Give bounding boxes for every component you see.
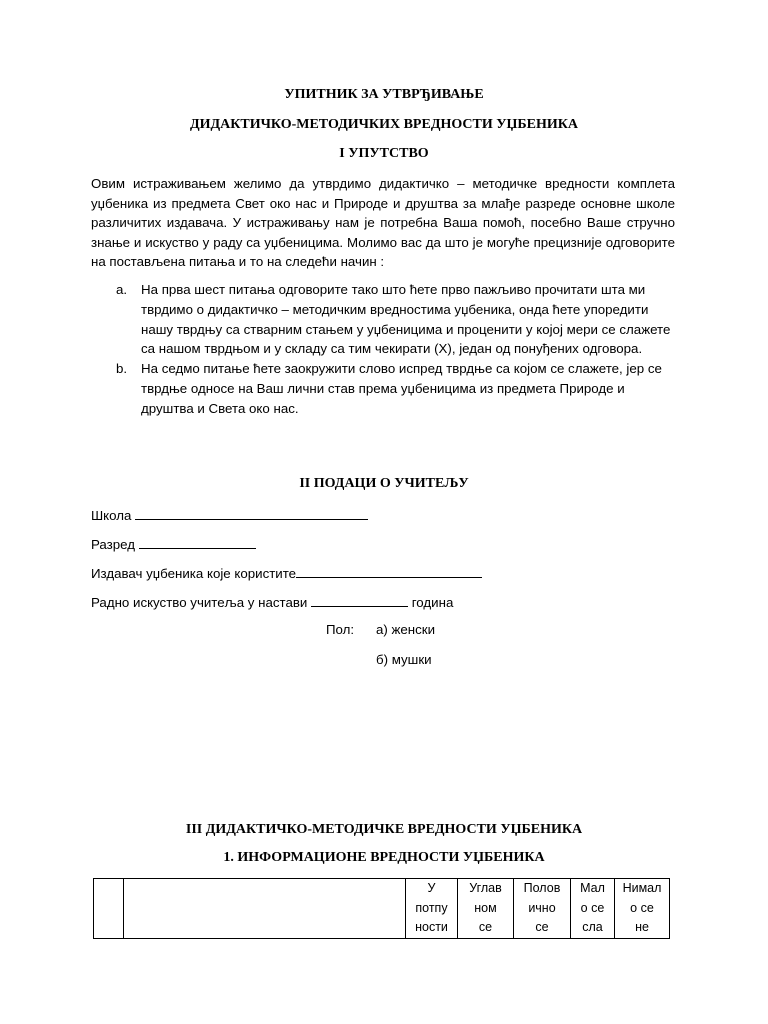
experience-field bbox=[91, 594, 453, 610]
gender-option-female[interactable]: а) женски bbox=[376, 622, 436, 637]
gender-option-male[interactable]: б) мушки bbox=[376, 652, 432, 667]
header-text-line: ично bbox=[528, 900, 556, 915]
school-label: Школа bbox=[91, 508, 132, 523]
school-field bbox=[91, 507, 368, 523]
instruction-item-b bbox=[116, 359, 676, 418]
header-text-line: ном bbox=[474, 900, 497, 915]
section-heading-teacher-data: II ПОДАЦИ О УЧИТЕЉУ bbox=[299, 476, 469, 491]
table-number-cell bbox=[94, 879, 124, 939]
list-marker: a. bbox=[116, 282, 128, 297]
experience-unit: година bbox=[411, 595, 454, 610]
experience-label: Радно искуство учитеља у настави bbox=[91, 595, 308, 610]
table-header-partly-agree bbox=[514, 879, 571, 939]
section-heading-didactic-values: III ДИДАКТИЧКО-МЕТОДИЧКЕ ВРЕДНОСТИ УЏБЕНИКА bbox=[185, 822, 583, 837]
header-text-line: се bbox=[478, 920, 493, 934]
publisher-label: Издавач уџбеника које користите bbox=[91, 566, 297, 581]
header-text-line: ности bbox=[415, 920, 448, 934]
header-text-line: Мал bbox=[580, 881, 605, 895]
experience-input-line[interactable] bbox=[311, 594, 408, 607]
rating-table bbox=[93, 878, 670, 939]
table-header-row bbox=[94, 879, 670, 939]
table-header-not-agree bbox=[615, 879, 670, 939]
table-header-mostly-agree bbox=[458, 879, 514, 939]
document-title-line2: ДИДАКТИЧКО-МЕТОДИЧКИХ ВРЕДНОСТИ УЏБЕНИКА bbox=[189, 117, 579, 132]
header-text-line: о се bbox=[580, 900, 605, 915]
header-text-line: У bbox=[427, 881, 436, 895]
section-heading-instructions: I УПУТСТВО bbox=[339, 146, 429, 161]
table-statement-cell bbox=[124, 879, 406, 939]
instruction-list bbox=[116, 280, 676, 419]
instruction-item-a bbox=[116, 280, 676, 359]
list-marker: b. bbox=[116, 361, 128, 377]
instruction-text: На прва шест питања одговорите тако што ћете прво пажљиво прочитати шта ми тврдимо о дидактичко – методичким вредностима уџбеника, онда ћете упоредити нашу тврдњу са стварним стањем у уџбеницима и проценити у којој мери се слажете са нашом тврдњом и у складу са тим чекирати (X), један од понуђених одговора. bbox=[141, 282, 671, 357]
publisher-input-line[interactable] bbox=[296, 565, 482, 578]
header-text-line: о се bbox=[630, 900, 654, 915]
school-input-line[interactable] bbox=[135, 507, 368, 520]
header-text-line: Полов bbox=[523, 881, 561, 895]
instruction-text: На седмо питање ћете заокружити слово испред тврдње са којом се слажете, јер се тврдње односе на Ваш лични став према уџбеницима из предмета Природе и друштва и Света око нас. bbox=[141, 361, 662, 416]
header-text-line: сла bbox=[582, 920, 603, 934]
gender-label: Пол: bbox=[326, 622, 355, 637]
grade-field bbox=[91, 536, 256, 552]
publisher-field bbox=[91, 565, 482, 581]
header-text-line: не bbox=[635, 920, 649, 934]
subsection-heading-information-values: 1. ИНФОРМАЦИОНЕ ВРЕДНОСТИ УЏБЕНИКА bbox=[223, 850, 545, 865]
table-header-fully-agree bbox=[406, 879, 458, 939]
header-text-line: потпу bbox=[415, 900, 448, 915]
header-text-line: се bbox=[535, 920, 549, 934]
header-text-line: Нимал bbox=[622, 881, 662, 895]
header-text-line: Углав bbox=[469, 881, 502, 895]
document-title-line1: УПИТНИК ЗА УТВРЂИВАЊЕ bbox=[284, 87, 484, 102]
table-header-slightly-agree bbox=[571, 879, 615, 939]
grade-input-line[interactable] bbox=[139, 536, 256, 549]
grade-label: Разред bbox=[91, 537, 136, 552]
intro-paragraph: Овим истраживањем желимо да утврдимо дидактичко – методичке вредности комплета уџбеника из предмета Свет око нас и Природе и друштва за млађе разреде основне школе различитих издавача. У истраживању нам је потребна Ваша помоћ, посебно Ваше стручно знање и искуство у раду са уџбеницима. Молимо вас да што је могуће прецизније одговорите на постављена питања и то на следећи начин : bbox=[91, 176, 675, 269]
